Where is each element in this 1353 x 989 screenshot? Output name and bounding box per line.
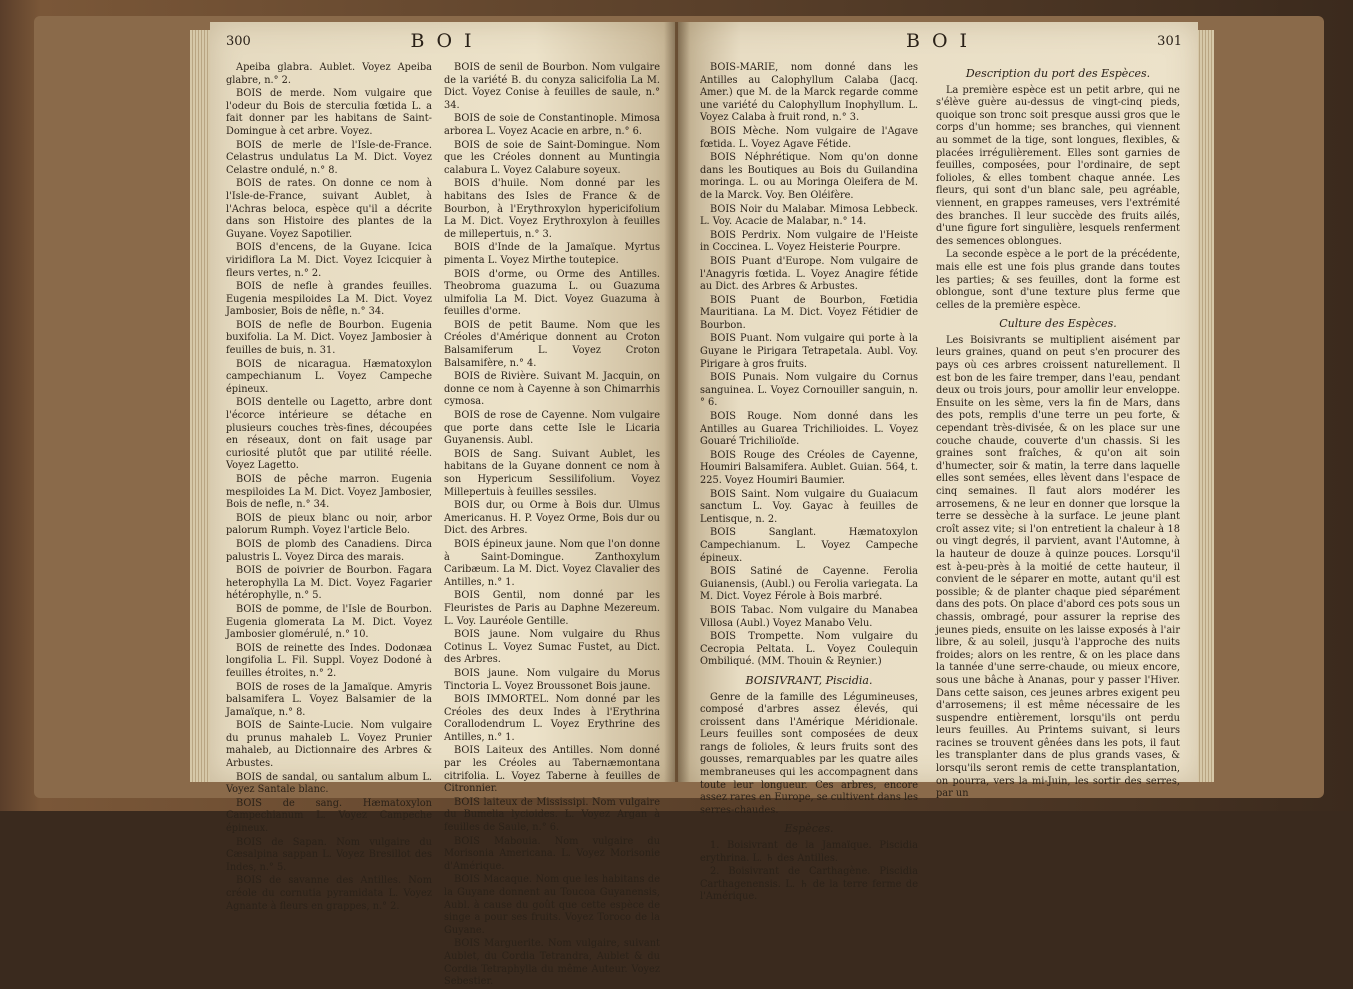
entry-paragraph: BOIS d'encens, de la Guyane. Icica viridiflora La M. Dict. Voyez Icicquier à fleurs vertes, n.° 2. xyxy=(226,242,432,279)
entry-paragraph: BOIS Satiné de Cayenne. Ferolia Guianensis, (Aubl.) ou Ferolia variegata. La M. Dict. Voyez Férole à Bois marbré. xyxy=(700,566,918,603)
entry-paragraph: BOIS Trompette. Nom vulgaire du Cecropia Peltata. L. Voyez Coulequin Ombiliqué. (MM. Thouin & Reynier.) xyxy=(700,631,918,668)
section-heading: BOISIVRANT, Piscidia. xyxy=(745,673,873,687)
entry-paragraph: 2. Boisivrant de Carthagène. Piscidia Carthagenensis. L. ♄ de la terre ferme de l'Amérique. xyxy=(700,866,918,903)
entry-paragraph: BOIS de Sapan. Nom vulgaire du Cæsalpina sappan L. Voyez Bresillot des Indes, n.° 5. xyxy=(226,836,432,873)
entry-paragraph: BOIS de poivrier de Bourbon. Fagara heterophylla La M. Dict. Voyez Fagarier hétérophylle, n.° 5. xyxy=(226,565,432,602)
entry-paragraph: BOIS de pomme, de l'Isle de Bourbon. Eugenia glomerata La M. Dict. Voyez Jambosier glomérulé, n.° 10. xyxy=(226,603,432,641)
entry-paragraph: BOIS d'huile. Nom donné par les habitans des Isles de France & de Bourbon, à l'Erythroxylon hypericifolium La M. Dict. Voyez Erythroxylon à feuilles de millepertuis, n.° 3. xyxy=(444,178,660,240)
entry-paragraph: BOIS Noir du Malabar. Mimosa Lebbeck. L. Voy. Acacie de Malabar, n.° 14. xyxy=(700,203,918,228)
entry-paragraph: Genre de la famille des Légumineuses, composé d'arbres assez élevés, qui croissent dans l'Amérique Méridionale. Leurs feuilles sont composées de deux rangs de folioles, & leurs fruits sont des gousses, remarquables par les quatre ailes membraneuses qui les accompagnent dans toute leur longueur. Ces arbres, encore assez rares en Europe, se cultivent dans les serres-chaudes. xyxy=(700,691,918,816)
entry-paragraph: BOIS de petit Baume. Nom que les Créoles d'Amérique donnent au Croton Balsamiferum L. Voyez Croton Balsamifère, n.° 4. xyxy=(444,319,660,369)
entry-paragraph: BOIS Mèche. Nom vulgaire de l'Agave fœtida. L. Voyez Agave Fétide. xyxy=(700,125,918,150)
entry-paragraph: BOIS dentelle ou Lagetto, arbre dont l'écorce intérieure se détache en plusieurs couches très-fines, découpées en réseaux, dont on fait usage par curiosité plutôt que par utilité réelle. Voyez Lagetto. xyxy=(226,397,432,472)
entry-paragraph: BOIS de Sainte-Lucie. Nom vulgaire du prunus mahaleb L. Voyez Prunier mahaleb, au Dictionnaire des Arbres & Arbustes. xyxy=(226,720,432,770)
entry-paragraph: BOIS Saint. Nom vulgaire du Guaiacum sanctum L. Voy. Gayac à feuilles de Lentisque, n. 2. xyxy=(700,488,918,525)
page-edges-right xyxy=(1196,30,1214,782)
entry-paragraph: BOIS de sang. Hæmatoxylon Campechianum L. Voyez Campeche épineux. xyxy=(226,797,432,835)
left-page xyxy=(210,22,675,988)
entry-paragraph: BOIS Sanglant. Hæmatoxylon Campechianum. L. Voyez Campeche épineux. xyxy=(700,527,918,564)
right-page-number: 301 xyxy=(1157,34,1182,49)
entry-paragraph: BOIS de soie de Constantinople. Mimosa arborea L. Voyez Acacie en arbre, n.° 6. xyxy=(444,113,660,137)
section-heading: Culture des Espèces. xyxy=(999,317,1117,331)
entry-paragraph: BOIS de nicaragua. Hæmatoxylon campechianum L. Voyez Campeche épineux. xyxy=(226,358,432,395)
entry-paragraph: BOIS de merle de l'Isle-de-France. Celastrus undulatus La M. Dict. Voyez Celastre ondulé, n.° 8. xyxy=(226,139,432,176)
left-column-2 xyxy=(444,62,660,988)
left-page-number: 300 xyxy=(226,34,251,49)
left-running-head: B O I xyxy=(410,30,475,52)
entry-paragraph: BOIS Rouge. Nom donné dans les Antilles au Guarea Trichilioides. L. Voyez Gouaré Trichilioïde. xyxy=(700,411,918,448)
entry-paragraph: BOIS épineux jaune. Nom que l'on donne à Saint-Domingue. Zanthoxylum Caribæum. La M. Dict. Voyez Clavalier des Antilles, n.° 1. xyxy=(444,538,660,588)
entry-paragraph: BOIS Perdrix. Nom vulgaire de l'Heiste in Coccinea. L. Voyez Heisterie Pourpre. xyxy=(700,229,918,254)
left-column-1 xyxy=(226,62,432,912)
entry-paragraph: BOIS Néphrétique. Nom qu'on donne dans les Boutiques au Bois du Guilandina moringa. L. ou au Moringa Oleifera de M. de la Marck. Voy. Ben Oléifère. xyxy=(700,152,918,201)
entry-paragraph: BOIS de plomb des Canadiens. Dirca palustris L. Voyez Dirca des marais. xyxy=(226,538,432,563)
entry-paragraph: BOIS Gentil, nom donné par les Fleuristes de Paris au Daphne Mezereum. L. Voy. Lauréole Gentille. xyxy=(444,590,660,627)
entry-paragraph: BOIS Marguerite. Nom vulgaire, suivant Aublet, du Cordia Tetrandra, Aublet & du Cordia Tetraphylla du même Auteur. Voyez Sebestier. xyxy=(444,938,660,988)
entry-paragraph: BOIS de soie de Saint-Domingue. Nom que les Créoles donnent au Muntingia calabura L. Voyez Calabure soyeux. xyxy=(444,139,660,176)
entry-paragraph: BOIS de roses de la Jamaïque. Amyris balsamifera L. Voyez Balsamier de la Jamaïque, n.° 8. xyxy=(226,681,432,718)
entry-paragraph: BOIS de rose de Cayenne. Nom vulgaire que porte dans cette Isle le Licaria Guyanensis. Aubl. xyxy=(444,410,660,447)
entry-paragraph: BOIS de nefle à grandes feuilles. Eugenia mespiloides La M. Dict. Voyez Jambosier, Bois de nêfle, n.° 34. xyxy=(226,281,432,318)
entry-paragraph: BOIS dur, ou Orme à Bois dur. Ulmus Americanus. H. P. Voyez Orme, Bois dur ou Dict. des Arbres. xyxy=(444,500,660,537)
entry-paragraph: BOIS Mabouia. Nom vulgaire du Morisonia Americana. L. Voyez Morisonie d'Amérique. xyxy=(444,835,660,872)
entry-paragraph: BOIS de Rivière. Suivant M. Jacquin, on donne ce nom à Cayenne à son Chimarrhis cymosa. xyxy=(444,371,660,408)
right-running-head: B O I xyxy=(905,30,971,52)
section-heading: Description du port des Espèces. xyxy=(965,67,1151,80)
book-gutter xyxy=(664,22,690,782)
entry-paragraph: BOIS Puant. Nom vulgaire qui porte à la Guyane le Pirigara Tetrapetala. Aubl. Voy. Pirigare à gros fruits. xyxy=(700,333,918,370)
entry-paragraph: BOIS de pêche marron. Eugenia mespiloides La M. Dict. Voyez Jambosier, Bois de nefle, n.° 34. xyxy=(226,474,432,511)
entry-paragraph: BOIS de sandal, ou santalum album L. Voyez Santale blanc. xyxy=(226,771,432,796)
entry-paragraph: BOIS de pieux blanc ou noir, arbor palorum Rumph. Voyez l'article Belo. xyxy=(226,512,432,537)
entry-paragraph: BOIS Tabac. Nom vulgaire du Manabea Villosa (Aubl.) Voyez Manabo Velu. xyxy=(700,604,918,629)
entry-paragraph: La seconde espèce a le port de la précédente, mais elle est une fois plus grande dans toutes les parties; & ses feuilles, dont la forme est oblongue, sont d'une texture plus ferme que celles de la première espèce. xyxy=(936,249,1180,311)
entry-paragraph: BOIS Rouge des Créoles de Cayenne, Houmiri Balsamifera. Aublet. Guian. 564, t. 225. Voyez Houmiri Baumier. xyxy=(700,449,918,486)
entry-paragraph: BOIS jaune. Nom vulgaire du Rhus Cotinus L. Voyez Sumac Fustet, au Dict. des Arbres. xyxy=(444,629,660,666)
entry-paragraph: BOIS Puant de Bourbon, Fœtidia Mauritiana. La M. Dict. Voyez Fétidier de Bourbon. xyxy=(700,294,918,331)
entry-paragraph: BOIS laiteux de Mississipi. Nom vulgaire du Bumelia lycioides. L. Voyez Argan à feuilles de Saule, n.° 6. xyxy=(444,796,660,834)
right-column-2 xyxy=(936,62,1180,800)
entry-paragraph: BOIS d'orme, ou Orme des Antilles. Theobroma guazuma L. ou Guazuma ulmifolia La M. Dict. Voyez Guazuma à feuilles d'orme. xyxy=(444,268,660,318)
entry-paragraph: BOIS de nefle de Bourbon. Eugenia buxifolia. La M. Dict. Voyez Jambosier à feuilles de buis, n. 31. xyxy=(226,319,432,357)
entry-paragraph: BOIS IMMORTEL. Nom donné par les Créoles des deux Indes à l'Erythrina Corallodendrum L. Voyez Erythrine des Antilles, n.° 1. xyxy=(444,694,660,743)
entry-paragraph: Apeiba glabra. Aublet. Voyez Apeiba glabre, n.° 2. xyxy=(226,62,432,86)
right-column-1 xyxy=(700,62,918,903)
entry-paragraph: BOIS de reinette des Indes. Dodonæa longifolia L. Fil. Suppl. Voyez Dodoné à feuilles étroites, n.° 2. xyxy=(226,642,432,679)
entry-paragraph: BOIS de savanne des Antilles. Nom créole du cornutia pyramidata L. Voyez Agnante à fleurs en grappes, n.° 2. xyxy=(226,875,432,912)
entry-paragraph: BOIS Laiteux des Antilles. Nom donné par les Créoles au Tabernæmontana citrifolia. L. Voyez Taberne à feuilles de Citronnier. xyxy=(444,745,660,795)
entry-paragraph: BOIS Puant d'Europe. Nom vulgaire de l'Anagyris fœtida. L. Voyez Anagire fétide au Dict. des Arbres & Arbustes. xyxy=(700,255,918,293)
right-page xyxy=(678,22,1198,903)
entry-paragraph: Les Boisivrants se multiplient aisément par leurs graines, quand on peut s'en procurer des pays où ces arbres croissent naturellement. Il est bon de les faire tremper, dans l'eau, pendant deux ou trois jours, pour amollir leur enveloppe. Ensuite on les sème, vers la fin de Mars, dans des pots, remplis d'une terre un peu forte, & cependant très-divisée, & on les place sur une couche chaude, couverte d'un chassis. Si les graines sont fraîches, & qu'on ait soin d'humecter, soir & matin, la terre dans laquelle elles sont semées, elles lèvent dans l'espace de cinq semaines. Il faut alors modérer les arrosemens, & ne leur en donner que lorsque la terre se dessèche à la surface. Le jeune plant croît assez vite; si l'on entretient la chaleur à 18 ou vingt degrés, il parvient, avant l'Automne, à la hauteur de douze à quinze pouces. Lorsqu'il est à-peu-près à la moitié de cette hauteur, il convient de le séparer en motte, autant qu'il est possible; & de planter chaque pied séparément dans des pots. On place d'abord ces pots sous un chassis, ombragé, pour assurer la reprise des jeunes pieds, ensuite on les laisse exposés à l'air libre, & au soleil, jusqu'à l'approche des nuits froides; alors on les rentre, & on les place dans la tannée d'une serre-chaude, ou mieux encore, sous une bâche à Ananas, pour y passer l'Hiver. Dans cette saison, ces jeunes arbres exigent peu d'arrosemens; il est même nécessaire de les suspendre entièrement, lorsqu'ils ont perdu leurs feuilles. Au Printems suivant, si leurs racines se trouvent gênées dans les pots, il faut les transplanter dans de plus grands vases, & lorsqu'ils seront remis de cette transplantation, on pourra, vers la mi-Juin, les sortir des serres, par un xyxy=(936,334,1180,800)
section-heading: Espèces. xyxy=(784,822,834,836)
entry-paragraph: BOIS de merde. Nom vulgaire que l'odeur du Bois de sterculia fœtida L. a fait donner par les habitans de Saint-Domingue à cet arbre. Voyez. xyxy=(226,88,432,137)
entry-paragraph: BOIS de Sang. Suivant Aublet, les habitans de la Guyane donnent ce nom à son Hypericum Sessilifolium. Voyez Millepertuis à feuilles sessiles. xyxy=(444,448,660,498)
entry-paragraph: BOIS-MARIE, nom donné dans les Antilles au Calophyllum Calaba (Jacq. Amer.) que M. de la Marck regarde comme une variété du Calophyllum Inophyllum. L. Voyez Calaba à fruit rond, n.° 3. xyxy=(700,62,918,124)
entry-paragraph: BOIS Macaque. Nom que les habitans de la Guyane donnent au Toucoa Guyanensis, Aubl. à cause du goût que cette espèce de singe a pour ses fruits. Voyez Toroco de la Guyane. xyxy=(444,874,660,936)
entry-paragraph: 1. Boisivrant de la Jamaïque. Piscidia erythrina. L. ♄ des Antilles. xyxy=(700,840,918,864)
entry-paragraph: BOIS de senil de Bourbon. Nom vulgaire de la variété B. du conyza salicifolia La M. Dict. Voyez Conise à feuilles de saule, n.° 34. xyxy=(444,62,660,111)
entry-paragraph: BOIS Punais. Nom vulgaire du Cornus sanguinea. L. Voyez Cornouiller sanguin, n.° 6. xyxy=(700,372,918,409)
entry-paragraph: BOIS jaune. Nom vulgaire du Morus Tinctoria L. Voyez Broussonet Bois jaune. xyxy=(444,667,660,692)
entry-paragraph: BOIS d'Inde de la Jamaïque. Myrtus pimenta L. Voyez Mirthe toutepice. xyxy=(444,242,660,266)
entry-paragraph: La première espèce est un petit arbre, qui ne s'élève guère au-dessus de vingt-cinq pieds, quoique son tronc soit presque aussi gros que le corps d'un homme; ses branches, qui viennent au sommet de la tige, sont longues, flexibles, & placées irrégulièrement. Elles sont garnies de feuilles, composées, pour l'ordinaire, de sept folioles, & elles tombent chaque année. Les fleurs, qui sont d'un blanc sale, peu agréable, viennent, en grappes rameuses, vers l'extrémité des branches. Il leur succède des fruits ailés, d'une figure fort singulière, lesquels renferment des semences oblongues. xyxy=(936,84,1180,247)
entry-paragraph: BOIS de rates. On donne ce nom à l'Isle-de-France, suivant Aublet, à l'Achras beloca, espèce qu'il a décrite dans son Histoire des plantes de la Guyane. Voyez Sapotilier. xyxy=(226,178,432,240)
left-page-header xyxy=(226,30,659,56)
page-edges-left xyxy=(190,30,212,782)
right-page-header xyxy=(694,30,1182,56)
